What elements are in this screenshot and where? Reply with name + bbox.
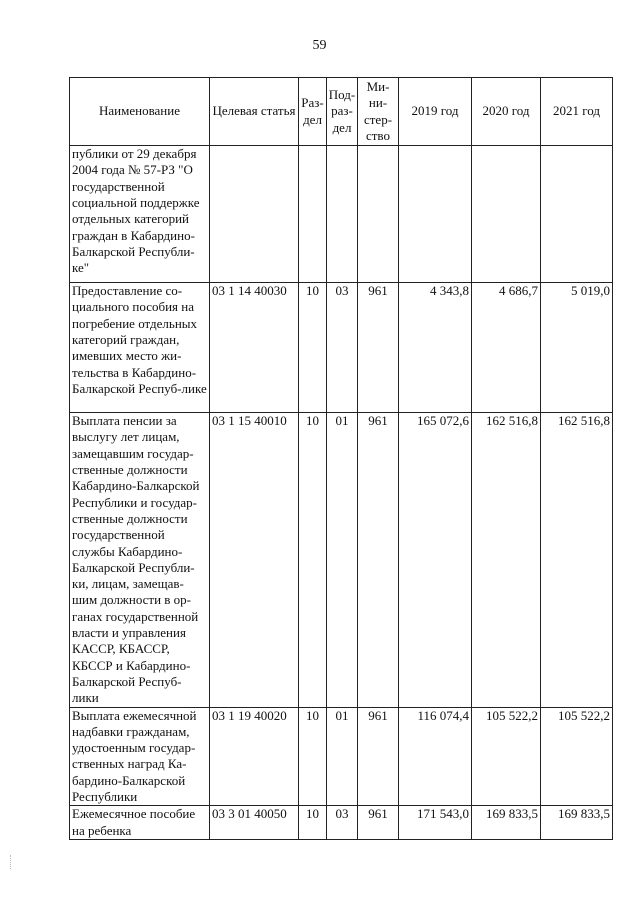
table-row [70, 146, 613, 283]
row-ministry: 961 [358, 707, 399, 806]
budget-table [69, 77, 613, 840]
header-name: Наименование [70, 78, 210, 146]
row-name: Предоставление со-циального пособия на погребение отдельных категорий граждан, имевших место жи-тельства в Кабардино-Балкарской Респуб-лике [70, 283, 210, 413]
table-row [70, 283, 613, 413]
header-2020: 2020 год [472, 78, 541, 146]
row-subsection: 03 [327, 283, 358, 413]
row-subsection: 01 [327, 413, 358, 707]
row-section: 10 [299, 806, 327, 840]
row-section: 10 [299, 413, 327, 707]
header-target-article: Целевая статья [210, 78, 299, 146]
table-header-row [70, 78, 613, 146]
row-target-article: 03 1 14 40030 [210, 283, 299, 413]
table-row [70, 806, 613, 840]
row-value-2019 [399, 146, 472, 283]
row-subsection [327, 146, 358, 283]
row-subsection: 01 [327, 707, 358, 806]
row-target-article: 03 1 19 40020 [210, 707, 299, 806]
row-ministry: 961 [358, 283, 399, 413]
row-value-2021: 105 522,2 [541, 707, 613, 806]
row-value-2021: 5 019,0 [541, 283, 613, 413]
row-ministry: 961 [358, 806, 399, 840]
table-row [70, 413, 613, 707]
row-value-2019: 116 074,4 [399, 707, 472, 806]
row-ministry [358, 146, 399, 283]
row-value-2021: 169 833,5 [541, 806, 613, 840]
row-value-2020: 162 516,8 [472, 413, 541, 707]
row-value-2019: 171 543,0 [399, 806, 472, 840]
row-section [299, 146, 327, 283]
header-2021: 2021 год [541, 78, 613, 146]
header-section: Раз-дел [299, 78, 327, 146]
row-section: 10 [299, 707, 327, 806]
row-value-2019: 165 072,6 [399, 413, 472, 707]
row-target-article: 03 1 15 40010 [210, 413, 299, 707]
row-name: Ежемесячное пособие на ребенка [70, 806, 210, 840]
row-value-2020: 4 686,7 [472, 283, 541, 413]
row-name: Выплата ежемесячной надбавки гражданам, удостоенным государ-ственных наград Ка-бардино-Балкарской Республики [70, 707, 210, 806]
page-number: 59 [312, 38, 327, 53]
header-subsection: Под-раз-дел [327, 78, 358, 146]
row-subsection: 03 [327, 806, 358, 840]
row-section: 10 [299, 283, 327, 413]
row-value-2020: 105 522,2 [472, 707, 541, 806]
row-ministry: 961 [358, 413, 399, 707]
row-value-2021: 162 516,8 [541, 413, 613, 707]
header-ministry: Ми-ни-стер-ство [358, 78, 399, 146]
row-value-2020 [472, 146, 541, 283]
table-row [70, 707, 613, 806]
row-name: публики от 29 декабря 2004 года № 57-РЗ "О государственной социальной поддержке отдельных категорий граждан в Кабардино-Балкарской Республи-ке" [70, 146, 210, 283]
row-value-2020: 169 833,5 [472, 806, 541, 840]
row-target-article [210, 146, 299, 283]
row-target-article: 03 3 01 40050 [210, 806, 299, 840]
header-2019: 2019 год [399, 78, 472, 146]
row-value-2021 [541, 146, 613, 283]
scan-margin-mark [10, 855, 13, 869]
row-name: Выплата пенсии за выслугу лет лицам, замещавшим государ-ственные должности Кабардино-Балкарской Республики и государ-ственные должности государственной службы Кабардино-Балкарской Республи-ки, лицам, замещав-шим должности в ор-ганах государственной власти и управления КАССР, КБАССР, КБССР и Кабардино-Балкарской Респуб-лики [70, 413, 210, 707]
row-value-2019: 4 343,8 [399, 283, 472, 413]
